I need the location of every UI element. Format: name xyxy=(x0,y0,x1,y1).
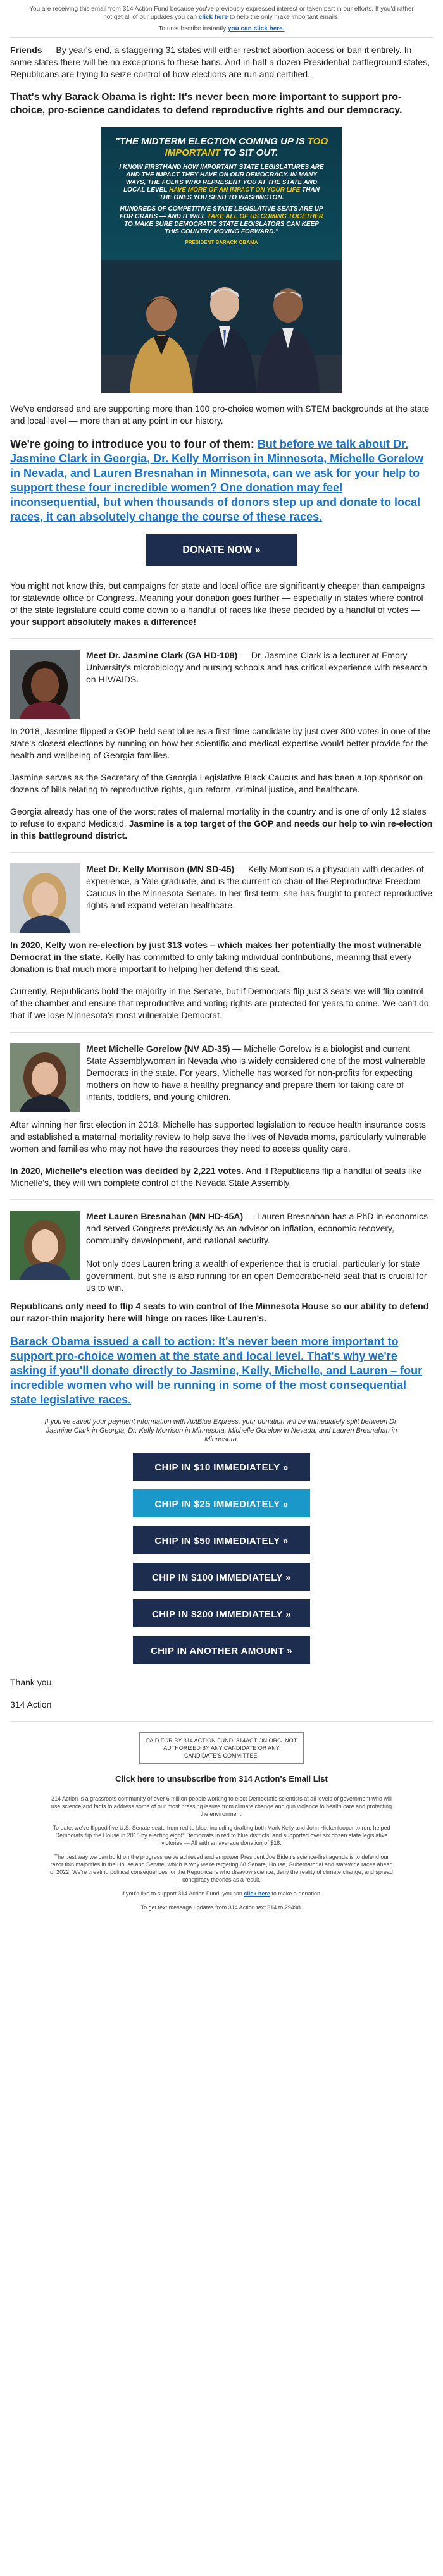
chip-in-100-button[interactable]: CHIP IN $100 IMMEDIATELY » xyxy=(133,1563,310,1591)
closing-call-to-action xyxy=(10,1334,433,1407)
header-unsubscribe-link[interactable]: you can click here. xyxy=(228,25,285,32)
footer-donate: If you'd like to support 314 Action Fund, you can click here to make a donation. xyxy=(121,1890,322,1897)
header-unsubscribe: To unsubscribe instantly you can click here. xyxy=(158,25,285,32)
four-candidates-heading: We're going to introduce you to four of them: But before we talk about Dr. Jasmine Clark in Georgia, Dr. Kelly Morrison in Minnesota, Michelle Gorelow in Nevada, and Lauren Bresnahan in Minnesota, can we ask for your help to support these four incredible women? One donation may feel inconsequential, but when thousands of donors step up and donate to local races, it can absolutely change the course of these races. xyxy=(10,438,424,523)
chip-in-buttons xyxy=(10,1453,433,1664)
footer-donate-link[interactable]: click here xyxy=(244,1890,270,1897)
michelle-p2: After winning her first election in 2018, Michelle has supported legislation to reduce health insurance costs and established a maternal mortality review to help save the lives of Nevada moms, particularly vulnerable women and families who may not have the resources they need to access quality care. xyxy=(10,1119,427,1154)
chip-in-10-button[interactable]: CHIP IN $10 IMMEDIATELY » xyxy=(133,1453,310,1481)
kelly-morrison-name: Meet Dr. Kelly Morrison (MN SD-45) xyxy=(86,864,235,874)
michelle-p3: In 2020, Michelle's election was decided by 2,221 votes. And if Republicans flip a handful of seats like Michelle's, they will win complete control of the Nevada State Assembly. xyxy=(10,1166,422,1188)
banner-photo xyxy=(101,260,342,393)
jasmine-p4: Georgia already has one of the worst rates of maternal mortality in the country and is one of only 12 states to refuse to expand Medicaid. Jasmine is a top target of the GOP and needs our help to win re-election in this battleground district. xyxy=(10,806,433,841)
section-divider xyxy=(10,1032,433,1033)
thank-you: Thank you, xyxy=(10,1677,54,1687)
lauren-bresnahan-name: Meet Lauren Bresnahan (MN HD-45A) xyxy=(86,1211,244,1221)
section-divider xyxy=(10,852,433,853)
banner-signature: PRESIDENT BARACK OBAMA xyxy=(185,240,258,245)
header-notice: You are receiving this email from 314 Action Fund because you've previously expressed interest or taken part in our efforts. If you'd rather not get all of our updates you can click here to help the only make important emails. xyxy=(29,6,414,21)
local-races-paragraph: You might not know this, but campaigns for state and local office are significantly cheaper than campaigns for statewide office or Congress. Meaning your donation goes further — especially in states where control of the state legislature could come down to a handful of races like these decided by a handful of votes — your support absolutely makes a difference! xyxy=(10,581,425,627)
jasmine-p3: Jasmine serves as the Secretary of the Georgia Legislative Black Caucus and has been a top sponsor on dozens of bills relating to reproductive rights, gun reform, criminal justice, and healthcare. xyxy=(10,772,423,794)
candidate-kelly-morrison: Meet Dr. Kelly Morrison (MN SD-45) — Kelly Morrison is a physician with decades of experience, a Yale graduate, and is the current co-chair of the Reproductive Freedom Caucus in the Minnesota Senate. In her first term, she has fought to protect reproductive rights and expand veteran healthcare. xyxy=(10,863,433,933)
lauren-bresnahan-portrait xyxy=(10,1211,80,1280)
michelle-gorelow-name: Meet Michelle Gorelow (NV AD-35) xyxy=(86,1044,230,1054)
section-divider xyxy=(10,1199,433,1200)
four-candidates-donate-link[interactable]: But before we talk about Dr. Jasmine Clark in Georgia, Dr. Kelly Morrison in Minnesota, Michelle Gorelow in Nevada, and Lauren Bresnahan in Minnesota, can we ask for your help to support these four incredible women? One donation may feel inconsequential, but when thousands of donors step up and donate to local races, it can absolutely change the course of these races. xyxy=(10,438,424,523)
header-notice-link[interactable]: click here xyxy=(198,14,228,21)
signoff: 314 Action xyxy=(10,1699,52,1710)
footer-mission: The best way we can build on the progress we've achieved and empower President Joe Biden's science-first agenda is to defend our razor thin majorities in the House and Senate, which is why we're targeting 68 Senate, House, Gubernatorial and statewide races ahead of 2022. We're creating political consequences for the Republicans who disavow science, deny the reality of climate change, and spread conspiracy theories as a result. xyxy=(50,1854,393,1883)
candidate-jasmine-clark: Meet Dr. Jasmine Clark (GA HD-108) — Dr. Jasmine Clark is a lecturer at Emory University's microbiology and nursing schools and has critical experience with research on HIV/AIDS. xyxy=(10,650,433,719)
jasmine-clark-name: Meet Dr. Jasmine Clark (GA HD-108) xyxy=(86,650,238,660)
donate-now-button[interactable]: DONATE NOW » xyxy=(146,534,297,566)
footer-unsubscribe-link[interactable]: Click here to unsubscribe from 314 Action's Email List xyxy=(115,1774,328,1784)
banner-quote: I KNOW FIRSTHAND HOW IMPORTANT STATE LEGISLATURES ARE AND THE IMPACT THEY HAVE ON OUR DEMOCRACY. IN MANY WAYS, THE FOLKS WHO REPRESENT YOU AT THE STATE AND LOCAL LEVEL HAVE MORE OF AN IMPACT ON YOUR LIFE THAN THE ONES YOU SEND TO WASHINGTON. HUNDREDS OF COMPETITIVE STATE LEGISLATIVE SEATS ARE UP FOR GRABS — AND IT WILL TAKE ALL OF US COMING TOGETHER TO MAKE SURE DEMOCRATIC STATE LEGISLATORS CAN KEEP THIS COUNTRY MOVING FORWARD." xyxy=(119,164,324,235)
intro-paragraph: Friends — By year's end, a staggering 31 states will either restrict abortion access or ban it entirely. In some states there will be no exceptions to these bans. And in half a dozen Presidential battleground states, Republicans are trying to seize control of how elections are run and certified. xyxy=(10,45,430,79)
chip-in-200-button[interactable]: CHIP IN $200 IMMEDIATELY » xyxy=(133,1599,310,1627)
footer-text-updates: To get text message updates from 314 Action text 314 to 29498. xyxy=(140,1904,303,1911)
header-divider xyxy=(10,37,433,38)
michelle-gorelow-portrait xyxy=(10,1043,80,1112)
footer-history: To date, we've flipped five U.S. Senate seats from red to blue, including drafting both Mark Kelly and John Hickenlooper to run, helped Democrats flip the House in 2018 by electing eight* Democrats in red to blue districts, and supported over six dozen state legislative victories — All with an average donation of $18. xyxy=(53,1825,390,1846)
footer-about: 314 Action is a grassroots community of over 6 million people working to elect Democratic scientists at all levels of government who will use science and facts to address some of our most pressing issues from climate change and gun violence to health care and protecting the environment. xyxy=(51,1796,392,1817)
section-divider xyxy=(10,638,433,639)
kelly-morrison-portrait xyxy=(10,863,80,933)
footer-divider xyxy=(10,1721,433,1722)
paid-for-disclaimer: PAID FOR BY 314 ACTION FUND, 314ACTION.ORG. NOT AUTHORIZED BY ANY CANDIDATE OR ANY CANDIDATE'S COMMITTEE. xyxy=(139,1732,304,1764)
jasmine-clark-portrait xyxy=(10,650,80,719)
endorsement-paragraph: We've endorsed and are supporting more than 100 pro-choice women with STEM backgrounds at the state and local level — more than at any point in our history. xyxy=(10,404,430,426)
chip-in-50-button[interactable]: CHIP IN $50 IMMEDIATELY » xyxy=(133,1526,310,1554)
chip-in-other-amount-button[interactable]: CHIP IN ANOTHER AMOUNT » xyxy=(133,1636,310,1664)
obama-quote-banner xyxy=(101,127,342,393)
banner-headline: "THE MIDTERM ELECTION COMING UP IS TOO IMPORTANT TO SIT OUT. xyxy=(115,136,328,158)
chip-in-25-button[interactable]: CHIP IN $25 IMMEDIATELY » xyxy=(133,1489,310,1517)
candidate-michelle-gorelow: Meet Michelle Gorelow (NV AD-35) — Michelle Gorelow is a biologist and current State Assemblywoman in Nevada who is widely considered one of the most vulnerable Democrats in the state. For years, Michelle has worked for non-profits for expecting mothers on how to have a healthy pregnancy and prepare them for taking care of infants, toddlers, and young children. xyxy=(10,1043,433,1112)
closing-donate-link[interactable]: Barack Obama issued a call to action: It's never been more important to support pro-choice women at the state and local level. That's why we're asking if you'll donate directly to Jasmine, Kelly, Michelle, and Lauren – four incredible women who will be running in some of the most consequential state legislative races. xyxy=(10,1335,423,1406)
jasmine-p2: In 2018, Jasmine flipped a GOP-held seat blue as a first-time candidate by just over 300 votes in one of the state's closest elections by running on how her scientific and medical expertise would better provide for the health and wellbeing of Georgia families. xyxy=(10,726,430,760)
actblue-express-note: If you've saved your payment information with ActBlue Express, your donation will be immediately split between Dr. Jasmine Clark in Georgia, Dr. Kelly Morrison in Minnesota, Michelle Gorelow in Nevada, and Lauren Bresnahan in Minnesota. xyxy=(44,1418,399,1443)
kelly-p2: In 2020, Kelly won re-election by just 313 votes – which makes her potentially the most vulnerable Democrat in the state. Kelly has committed to only taking individual contributions, meaning that every donation is that much more important to helping her defend this seat. xyxy=(10,940,422,974)
candidate-lauren-bresnahan: Meet Lauren Bresnahan (MN HD-45A) — Lauren Bresnahan has a PhD in economics and served Congress previously as an advisor on inflation, economic recovery, community development, and national security. Not only does Lauren bring a wealth of experience that is crucial, particularly for state government, but she is also running for an open Democratic-held seat that is crucial for us to win. xyxy=(10,1211,433,1294)
kelly-p3: Currently, Republicans hold the majority in the Senate, but if Democrats flip just 3 seats we will flip control of the chamber and ensure that reproductive and voting rights are protected for years to come. We can't do that if we lose Minnesota's most vulnerable Democrat. xyxy=(10,986,429,1020)
intro-callout: That's why Barack Obama is right: It's never been more important to support pro-choice, pro-science candidates to defend reproductive rights and our democracy. xyxy=(10,92,402,116)
lauren-p3: Republicans only need to flip 4 seats to win control of the Minnesota House so our ability to defend our razor-thin majority here will hinge on races like Lauren's. xyxy=(10,1301,429,1323)
